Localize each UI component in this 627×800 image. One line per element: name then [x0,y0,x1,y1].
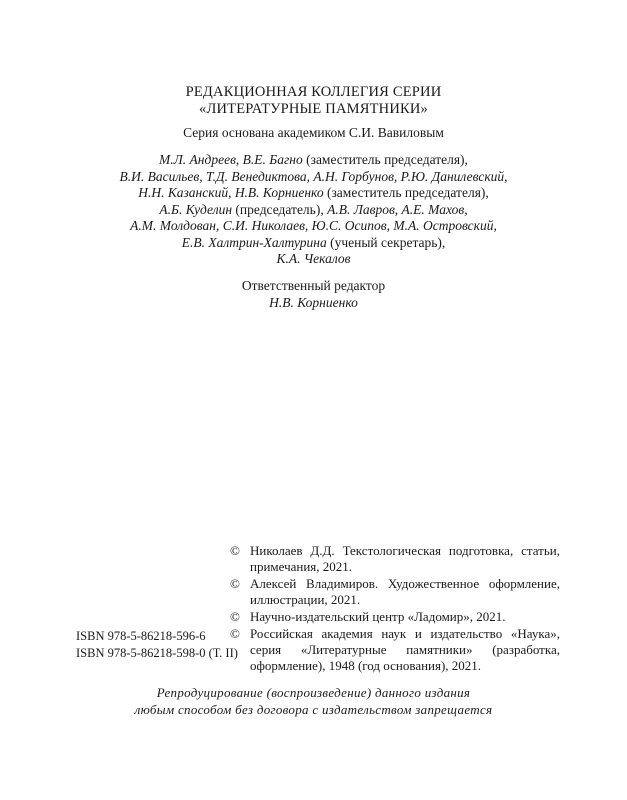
member-row [0,218,627,235]
member-role: (председатель), [232,201,328,217]
copyright-item [230,609,560,625]
member-role: (заместитель председателя), [302,152,468,167]
copyright-icon: © [230,609,240,624]
copyright-icon: © [230,543,240,558]
member-names: К.А. Чекалов [276,251,351,266]
copyright-icon: © [230,576,240,591]
member-row [0,251,627,268]
member-names: А.М. Молдован, С.И. Николаев, Ю.С. Осипов, М.А. Островский, [130,218,497,233]
member-row [0,202,627,219]
reproduction-notice [0,685,627,718]
member-names: А.В. Лавров, А.Е. Махов, [327,201,468,217]
member-names: Е.В. Халтрин-Халтурина [181,234,327,250]
copyright-block [230,543,560,675]
copyright-text: Научно-издательский центр «Ладомир», 2021. [250,609,506,624]
isbn-line: ISBN 978-5-86218-596-6 [76,629,206,643]
editor-label: Ответственный редактор [241,278,386,293]
copyright-text: Николаев Д.Д. Текстологическая подготовка, статьи, примечания, 2021. [250,543,560,574]
series-founded: Серия основана академиком С.И. Вавиловым [183,125,444,140]
responsible-editor [0,278,627,311]
notice-line1: Репродуцирование (воспроизведение) данного издания [156,685,471,700]
copyright-icon: © [230,626,240,641]
board-title-line2: «ЛИТЕРАТУРНЫЕ ПАМЯТНИКИ» [199,101,428,117]
member-role: (ученый секретарь), [326,234,446,250]
member-names: Н.Н. Казанский, Н.В. Корниенко [138,185,324,200]
board-title-line1: РЕДАКЦИОННАЯ КОЛЛЕГИЯ СЕРИИ [185,84,442,100]
copyright-item [230,543,560,575]
isbn-block [76,628,238,661]
copyright-text: Российская академия наук и издательство «Наука», серия «Литературные памятники» (разработка, оформление), 1948 (год основания), 2021. [250,626,560,673]
copyright-item [230,626,560,674]
notice-line2: любым способом без договора с издательством запрещается [134,701,493,717]
member-names: А.Б. Куделин [159,201,233,217]
copyright-text: Алексей Владимиров. Художественное оформление, иллюстрации, 2021. [250,576,560,607]
member-role: (заместитель председателя), [323,185,489,200]
member-row [0,185,627,202]
board-title [0,84,627,118]
member-names: В.И. Васильев, Т.Д. Венедиктова, А.Н. Горбунов, Р.Ю. Данилевский, [119,168,508,184]
member-row [0,169,627,186]
editor-name: Н.В. Корниенко [269,294,358,310]
copyright-item [230,576,560,608]
isbn-line: ISBN 978-5-86218-598-0 (Т. II) [76,645,238,660]
member-row [0,235,627,252]
board-members [0,152,627,268]
member-names: М.Л. Андреев, В.Е. Багно [159,152,303,167]
member-row [0,152,627,169]
